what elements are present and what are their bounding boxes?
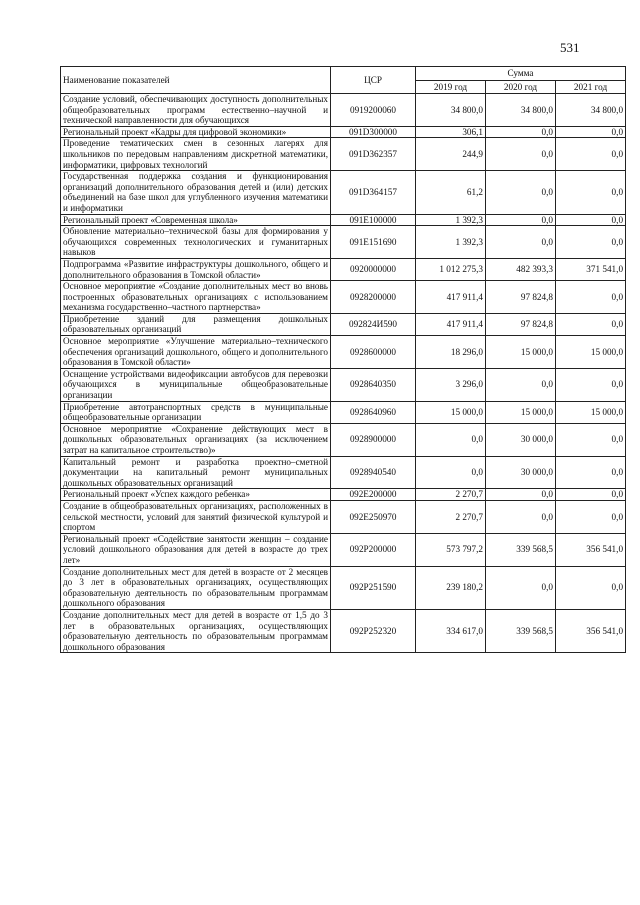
row-name: Создание дополнительных мест для детей в возрасте от 1,5 до 3 лет в образовательных организациях, осуществляющих образовательную деятельность по образовательным программам дошкольного образования [61, 609, 331, 652]
row-value-2020: 30 000,0 [486, 456, 556, 489]
row-value-2020: 0,0 [486, 138, 556, 171]
row-code: 0928640350 [331, 368, 416, 401]
row-value-2020: 0,0 [486, 489, 556, 501]
table-row [61, 336, 626, 369]
row-code: 0919200060 [331, 94, 416, 127]
row-value-2021: 356 541,0 [556, 533, 626, 566]
row-code: 091D300000 [331, 126, 416, 138]
row-value-2021: 0,0 [556, 226, 626, 259]
row-value-2021: 0,0 [556, 489, 626, 501]
row-value-2019: 306,1 [416, 126, 486, 138]
table-row [61, 126, 626, 138]
row-code: 0920000000 [331, 258, 416, 280]
row-value-2019: 244,9 [416, 138, 486, 171]
row-value-2021: 0,0 [556, 368, 626, 401]
row-value-2021: 0,0 [556, 313, 626, 335]
row-value-2021: 15 000,0 [556, 336, 626, 369]
row-value-2019: 61,2 [416, 171, 486, 214]
row-value-2021: 0,0 [556, 126, 626, 138]
row-value-2021: 34 800,0 [556, 94, 626, 127]
table-row [61, 533, 626, 566]
row-value-2020: 0,0 [486, 566, 556, 609]
row-value-2021: 356 541,0 [556, 609, 626, 652]
row-value-2020: 0,0 [486, 226, 556, 259]
header-sum: Сумма [416, 67, 626, 81]
table-row [61, 401, 626, 423]
row-code: 0928940540 [331, 456, 416, 489]
table-row [61, 500, 626, 533]
table-row [61, 281, 626, 314]
row-value-2019: 417 911,4 [416, 281, 486, 314]
row-code: 091D364157 [331, 171, 416, 214]
row-name: Государственная поддержка создания и функционирования организаций дополнительного образования детей и (или) детских объединений на базе школ для углубленного изучения математики и информатики [61, 171, 331, 214]
table-row [61, 313, 626, 335]
row-value-2020: 97 824,8 [486, 281, 556, 314]
row-value-2021: 0,0 [556, 171, 626, 214]
row-value-2019: 239 180,2 [416, 566, 486, 609]
row-value-2020: 0,0 [486, 126, 556, 138]
row-name: Основное мероприятие «Создание дополнительных мест во вновь построенных образовательных организациях с использованием механизма государственно–частного партнерства» [61, 281, 331, 314]
table-row [61, 566, 626, 609]
table-row [61, 368, 626, 401]
budget-table [60, 66, 626, 653]
row-value-2020: 30 000,0 [486, 423, 556, 456]
row-name: Региональный проект «Современная школа» [61, 214, 331, 226]
row-value-2019: 2 270,7 [416, 500, 486, 533]
row-name: Проведение тематических смен в сезонных лагерях для школьников по передовым направлениям дискретной математики, информатики, цифровых технологий [61, 138, 331, 171]
row-name: Капитальный ремонт и разработка проектно–сметной документации на капитальный ремонт муниципальных дошкольных образовательных организаций [61, 456, 331, 489]
row-value-2019: 18 296,0 [416, 336, 486, 369]
row-value-2020: 34 800,0 [486, 94, 556, 127]
row-code: 092P252320 [331, 609, 416, 652]
row-name: Региональный проект «Содействие занятости женщин – создание условий дошкольного образования для детей в возрасте до трех лет» [61, 533, 331, 566]
header-year-2021: 2021 год [556, 81, 626, 94]
row-value-2021: 0,0 [556, 456, 626, 489]
table-row [61, 489, 626, 501]
row-name: Основное мероприятие «Улучшение материально–технического обеспечения организаций дошкольного, общего и дополнительного образования в Томской области» [61, 336, 331, 369]
row-value-2020: 15 000,0 [486, 401, 556, 423]
row-code: 0928200000 [331, 281, 416, 314]
row-value-2019: 0,0 [416, 423, 486, 456]
row-name: Региональный проект «Успех каждого ребенка» [61, 489, 331, 501]
row-value-2021: 0,0 [556, 423, 626, 456]
row-value-2020: 0,0 [486, 214, 556, 226]
row-value-2021: 15 000,0 [556, 401, 626, 423]
row-value-2021: 371 541,0 [556, 258, 626, 280]
row-code: 091E100000 [331, 214, 416, 226]
table-row [61, 214, 626, 226]
row-value-2019: 1 012 275,3 [416, 258, 486, 280]
row-name: Подпрограмма «Развитие инфраструктуры дошкольного, общего и дополнительного образования в Томской области» [61, 258, 331, 280]
row-code: 092P251590 [331, 566, 416, 609]
row-value-2019: 15 000,0 [416, 401, 486, 423]
row-value-2020: 0,0 [486, 368, 556, 401]
row-value-2020: 339 568,5 [486, 533, 556, 566]
row-value-2019: 1 392,3 [416, 214, 486, 226]
row-code: 091E151690 [331, 226, 416, 259]
table-row [61, 258, 626, 280]
row-code: 091D362357 [331, 138, 416, 171]
header-name: Наименование показателей [61, 67, 331, 94]
row-value-2019: 3 296,0 [416, 368, 486, 401]
row-value-2021: 0,0 [556, 281, 626, 314]
row-value-2019: 573 797,2 [416, 533, 486, 566]
table-row [61, 456, 626, 489]
row-name: Приобретение зданий для размещения дошкольных образовательных организаций [61, 313, 331, 335]
row-value-2021: 0,0 [556, 138, 626, 171]
table-row [61, 226, 626, 259]
row-code: 0928640960 [331, 401, 416, 423]
table-body [61, 94, 626, 653]
row-name: Приобретение автотранспортных средств в муниципальные общеобразовательные организации [61, 401, 331, 423]
row-value-2019: 417 911,4 [416, 313, 486, 335]
table-row [61, 94, 626, 127]
row-value-2020: 97 824,8 [486, 313, 556, 335]
row-value-2019: 0,0 [416, 456, 486, 489]
row-name: Региональный проект «Кадры для цифровой экономики» [61, 126, 331, 138]
row-value-2019: 2 270,7 [416, 489, 486, 501]
row-code: 092E250970 [331, 500, 416, 533]
row-code: 092E200000 [331, 489, 416, 501]
row-value-2019: 34 800,0 [416, 94, 486, 127]
row-value-2019: 1 392,3 [416, 226, 486, 259]
table-row [61, 609, 626, 652]
table-row [61, 171, 626, 214]
row-name: Создание условий, обеспечивающих доступность дополнительных общеобразовательных программ естественно–научной и технической направленности для обучающихся [61, 94, 331, 127]
row-name: Обновление материально–технической базы для формирования у обучающихся современных технологических и гуманитарных навыков [61, 226, 331, 259]
row-value-2020: 0,0 [486, 171, 556, 214]
row-name: Создание в общеобразовательных организациях, расположенных в сельской местности, условий для занятий физической культурой и спортом [61, 500, 331, 533]
page-number: 531 [560, 40, 580, 55]
row-value-2021: 0,0 [556, 500, 626, 533]
row-code: 0928900000 [331, 423, 416, 456]
row-value-2020: 339 568,5 [486, 609, 556, 652]
row-value-2020: 15 000,0 [486, 336, 556, 369]
table-row [61, 138, 626, 171]
row-value-2021: 0,0 [556, 566, 626, 609]
row-code: 092824И590 [331, 313, 416, 335]
header-year-2020: 2020 год [486, 81, 556, 94]
header-code: ЦСР [331, 67, 416, 94]
row-name: Создание дополнительных мест для детей в возрасте от 2 месяцев до 3 лет в образовательных организациях, осуществляющих образовательную деятельность по образовательным программам дошкольного образования [61, 566, 331, 609]
row-code: 0928600000 [331, 336, 416, 369]
row-name: Оснащение устройствами видеофиксации автобусов для перевозки обучающихся в муниципальные общеобразовательные организации [61, 368, 331, 401]
row-name: Основное мероприятие «Сохранение действующих мест в дошкольных образовательных организациях (за исключением затрат на капитальное строительство)» [61, 423, 331, 456]
row-value-2020: 0,0 [486, 500, 556, 533]
row-value-2019: 334 617,0 [416, 609, 486, 652]
header-year-2019: 2019 год [416, 81, 486, 94]
row-code: 092P200000 [331, 533, 416, 566]
table-row [61, 423, 626, 456]
row-value-2020: 482 393,3 [486, 258, 556, 280]
row-value-2021: 0,0 [556, 214, 626, 226]
